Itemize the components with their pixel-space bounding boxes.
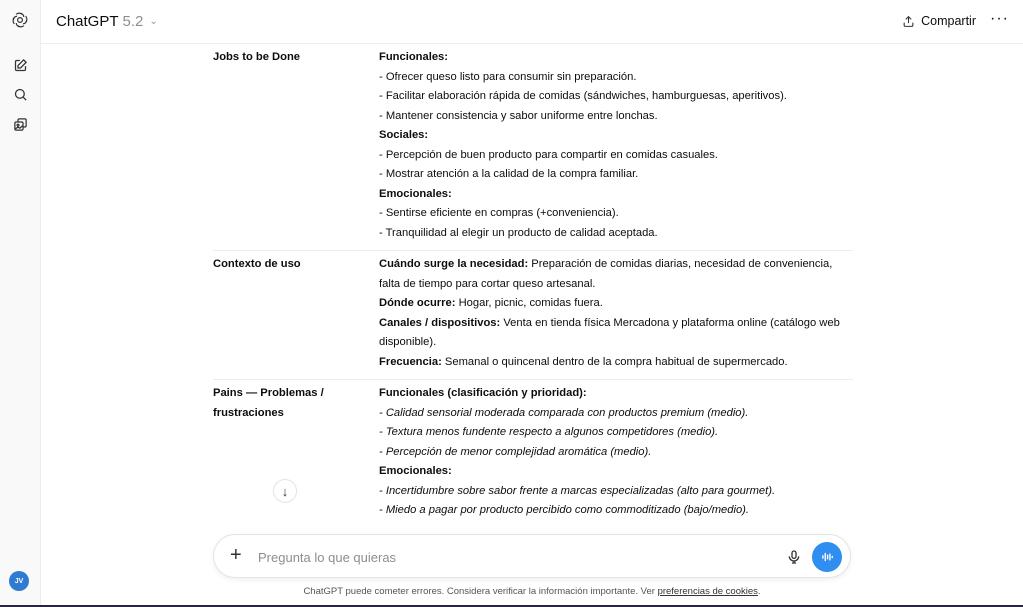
library-icon[interactable] [10, 114, 30, 134]
list-item-text: - Miedo a pagar por producto percibido como commoditizado (bajo/medio). [379, 504, 749, 516]
composer [213, 534, 851, 578]
list-item: - Percepción de buen producto para compartir en comidas casuales. [379, 148, 718, 161]
key-label: Cuándo surge la necesidad: [379, 258, 529, 270]
table-row [213, 44, 853, 251]
row-body [379, 384, 853, 521]
value-text: Hogar, picnic, comidas fuera. [455, 297, 603, 309]
row-body [379, 255, 853, 372]
list-item: - Facilitar elaboración rápida de comidas (sándwiches, hamburguesas, aperitivos). [379, 90, 787, 102]
section-heading: Emocionales: [379, 465, 452, 477]
model-version: 5.2 [122, 13, 144, 30]
list-item [379, 482, 853, 502]
more-options-button[interactable]: ··· [990, 10, 1009, 27]
share-label: Compartir [921, 14, 976, 28]
plus-icon[interactable]: + [230, 544, 242, 566]
value-text: Venta en tienda física Mercadona y plataforma online (catálogo web disponible). [379, 316, 840, 348]
list-item [379, 404, 853, 424]
top-bar [41, 0, 1023, 44]
canvas-table [213, 44, 853, 528]
section-heading: Funcionales (clasificación y prioridad): [379, 387, 587, 399]
row-body [379, 48, 853, 243]
list-item: - Tranquilidad al elegir un producto de calidad aceptada. [379, 226, 658, 239]
table-row [213, 380, 853, 528]
share-icon [902, 15, 915, 28]
list-item: - Sentirse eficiente en compras (+conveniencia). [379, 207, 619, 219]
list-item-text: - Textura menos fundente respecto a algunos competidores (medio). [379, 426, 719, 438]
waveform-icon [820, 550, 834, 564]
share-button[interactable] [902, 14, 976, 28]
key-label: Canales / dispositivos: [379, 316, 501, 329]
key-label: Frecuencia: [379, 355, 442, 368]
list-item [379, 423, 853, 443]
cookie-preferences-link[interactable]: preferencias de cookies [657, 586, 758, 597]
list-item-text: - Calidad sensorial moderada comparada con productos premium (medio). [379, 406, 749, 419]
chevron-down-icon: ⌄ [149, 16, 158, 27]
row-label: Pains — Problemas / frustraciones [213, 387, 324, 419]
model-selector[interactable] [56, 13, 158, 30]
sidebar-rail [0, 0, 41, 607]
disclaimer [41, 586, 1023, 597]
section-heading: Emocionales: [379, 187, 452, 200]
value-text: Semanal o quincenal dentro de la compra habitual de supermercado. [441, 355, 788, 368]
list-item [379, 443, 853, 463]
list-item-text: - Incertidumbre sobre sabor frente a marcas especializadas (alto para gourmet). [379, 484, 776, 497]
conversation-content [213, 44, 853, 532]
new-chat-icon[interactable] [10, 55, 30, 75]
list-item-text: - Percepción de menor complejidad aromática (medio). [379, 445, 652, 458]
search-icon[interactable] [10, 84, 30, 104]
row-label: Contexto de uso [213, 258, 301, 270]
key-label: Dónde ocurre: [379, 297, 456, 309]
microphone-icon[interactable] [786, 547, 802, 567]
model-name: ChatGPT [56, 13, 119, 30]
voice-mode-button[interactable] [812, 542, 842, 572]
value-text: Preparación de comidas diarias, necesidad de conveniencia, falta de tiempo para cortar queso artesanal. [379, 258, 833, 290]
section-heading: Sociales: [379, 129, 429, 141]
avatar[interactable]: JV [9, 571, 29, 591]
disclaimer-suffix: . [757, 586, 761, 597]
list-item: - Ofrecer queso listo para consumir sin preparación. [379, 70, 637, 83]
table-row [213, 251, 853, 380]
list-item [379, 501, 853, 521]
key-value-line [379, 255, 853, 294]
section-heading: Funcionales: [379, 51, 448, 63]
row-label: Jobs to be Done [213, 51, 301, 63]
prompt-input[interactable] [258, 546, 778, 568]
key-value-line [379, 294, 853, 314]
scroll-down-button[interactable] [273, 479, 297, 503]
list-item: - Mantener consistencia y sabor uniforme entre lonchas. [379, 109, 658, 122]
arrow-down-icon: ↓ [281, 483, 289, 499]
openai-logo-icon[interactable] [10, 10, 30, 30]
list-item: - Mostrar atención a la calidad de la compra familiar. [379, 168, 639, 180]
disclaimer-text: ChatGPT puede cometer errores. Considera verificar la información importante. Ver [303, 586, 658, 597]
key-value-line [379, 314, 853, 353]
key-value-line [379, 353, 853, 373]
